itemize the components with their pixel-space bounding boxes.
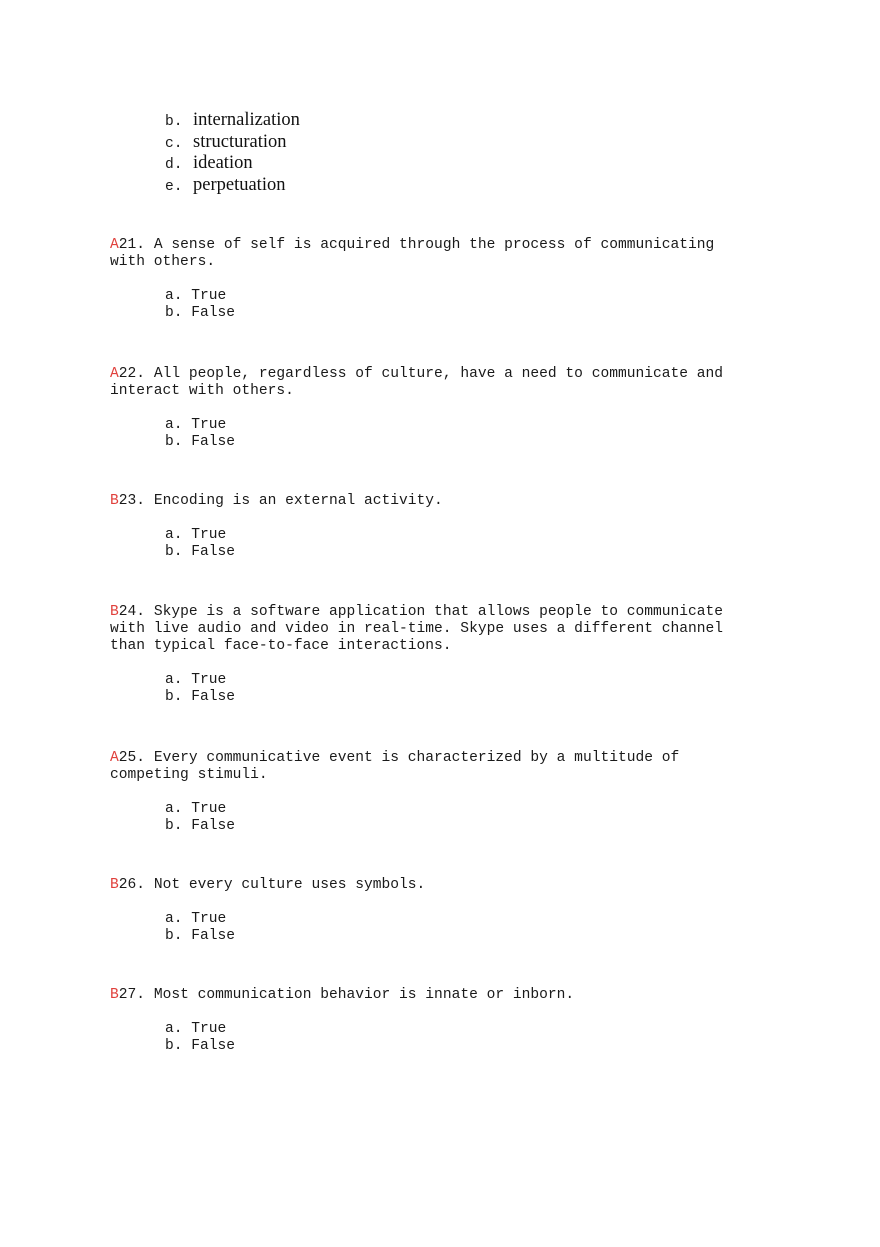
option-text: ideation	[193, 153, 253, 173]
answer-key: A	[110, 366, 119, 382]
question-22	[110, 366, 770, 451]
option-e	[165, 175, 300, 197]
question-line-1: Not every culture uses symbols.	[153, 877, 426, 893]
carryover-options	[165, 110, 300, 196]
question-27	[110, 987, 770, 1055]
option-text: structuration	[193, 131, 287, 152]
option-b	[165, 110, 300, 132]
option-false: b. False	[165, 1038, 236, 1054]
option-text: internalization	[193, 110, 300, 130]
question-line-2: interact with others.	[110, 383, 294, 399]
answer-options	[110, 1021, 770, 1055]
question-number: 22.	[118, 366, 146, 382]
question-line-3: than typical face-to-face interactions.	[110, 638, 452, 654]
option-true: a. True	[165, 801, 227, 817]
question-number: 24.	[118, 604, 146, 620]
question-line-1: Most communication behavior is innate or inborn.	[153, 987, 575, 1003]
option-true: a. True	[165, 672, 227, 688]
question-text	[110, 604, 770, 655]
question-text	[110, 366, 770, 400]
question-line-1: A sense of self is acquired through the process of communicating	[153, 237, 715, 253]
question-number: 26.	[118, 877, 146, 893]
option-false: b. False	[165, 305, 236, 321]
question-line-1: Encoding is an external activity.	[153, 493, 443, 509]
question-number: 27.	[118, 987, 146, 1003]
question-line-1: All people, regardless of culture, have a need to communicate and	[153, 366, 724, 382]
answer-key: A	[110, 237, 119, 253]
question-text	[110, 493, 770, 510]
question-25	[110, 750, 770, 835]
option-false: b. False	[165, 928, 236, 944]
question-line-1: Skype is a software application that allows people to communicate	[153, 604, 724, 620]
option-letter: d.	[165, 157, 183, 173]
option-false: b. False	[165, 434, 236, 450]
question-text	[110, 237, 770, 271]
question-line-2: with others.	[110, 254, 216, 270]
question-23	[110, 493, 770, 561]
answer-options	[110, 288, 770, 322]
question-24	[110, 604, 770, 706]
option-c	[165, 132, 300, 154]
option-true: a. True	[165, 527, 227, 543]
answer-options	[110, 417, 770, 451]
answer-key: B	[110, 604, 119, 620]
answer-key: B	[110, 493, 119, 509]
answer-options	[110, 911, 770, 945]
question-26	[110, 877, 770, 945]
question-text	[110, 750, 770, 784]
option-letter: c.	[165, 135, 183, 152]
option-letter: e.	[165, 178, 183, 195]
option-true: a. True	[165, 288, 227, 304]
question-number: 23.	[118, 493, 146, 509]
answer-key: B	[110, 877, 119, 893]
answer-options	[110, 527, 770, 561]
answer-key: B	[110, 987, 119, 1003]
option-true: a. True	[165, 911, 227, 927]
answer-options	[110, 672, 770, 706]
question-line-2: competing stimuli.	[110, 767, 268, 783]
option-true: a. True	[165, 417, 227, 433]
option-text: perpetuation	[193, 174, 286, 195]
option-true: a. True	[165, 1021, 227, 1037]
question-line-2: with live audio and video in real-time. Skype uses a different channel	[110, 621, 724, 637]
option-d	[165, 153, 300, 175]
answer-options	[110, 801, 770, 835]
option-false: b. False	[165, 818, 236, 834]
question-text	[110, 877, 770, 894]
question-number: 21.	[118, 237, 146, 253]
answer-key: A	[110, 750, 119, 766]
option-letter: b.	[165, 114, 183, 130]
option-false: b. False	[165, 689, 236, 705]
question-text	[110, 987, 770, 1004]
option-false: b. False	[165, 544, 236, 560]
question-21	[110, 237, 770, 322]
question-number: 25.	[118, 750, 146, 766]
question-line-1: Every communicative event is characterized by a multitude of	[153, 750, 680, 766]
